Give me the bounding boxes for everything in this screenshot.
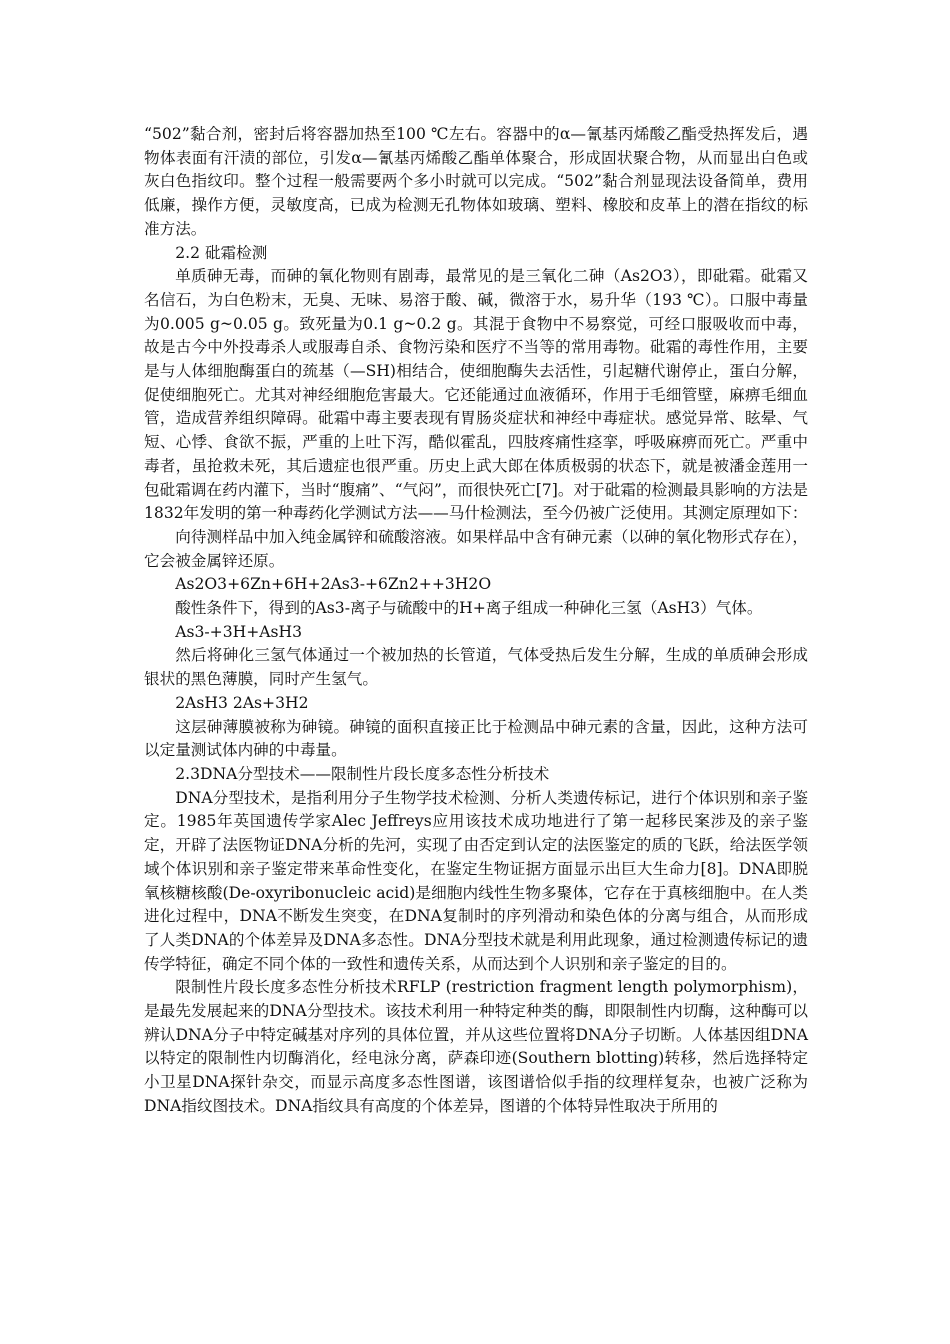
paragraph-502-glue-method: “502”黏合剂，密封后将容器加热至100 ℃左右。容器中的α—氰基丙烯酸乙酯受热挥发后，遇物体表面有汗渍的部位，引发α—氰基丙烯酸乙酯单体聚合，形成固状聚合物，从而显出白色或灰白色指纹印。整个过程一般需要两个多小时就可以完成。“502”黏合剂显现法设备简单，费用低廉，操作方便，灵敏度高，已成为检测无孔物体如玻璃、塑料、橡胶和皮革上的潜在指纹的标准方法。 bbox=[144, 125, 808, 238]
paragraph-arsenic-overview: 单质砷无毒，而砷的氧化物则有剧毒，最常见的是三氧化二砷（As2O3），即砒霜。砒霜又名信石，为白色粉末，无臭、无味、易溶于酸、碱，微溶于水，易升华（193 ℃）。口服中毒量为0.005 g~0.05 g。致死量为0.1 g~0.2 g。其混于食物中不易察觉，可经口服吸收而中毒，故是古今中外投毒杀人或服毒自杀、食物污染和医疗不当等的常用毒物。砒霜的毒性作用，主要是与人体细胞酶蛋白的巯基（—SH)相结合，使细胞酶失去活性，引起糖代谢停止，蛋白分解，促使细胞死亡。尤其对神经细胞危害最大。它还能通过血液循环，作用于毛细管壁，麻痹毛细血管，造成营养组织障碍。砒霜中毒主要表现有胃肠炎症状和神经中毒症状。感觉异常、眩晕、气短、心悸、食欲不振，严重的上吐下泻，酷似霍乱，四肢疼痛性痉挛，呼吸麻痹而死亡。严重中毒者，虽抢救未死，其后遗症也很严重。历史上武大郎在体质极弱的状态下，就是被潘金莲用一包砒霜调在药内灌下，当时“腹痛”、“气闷”，而很快死亡[7]。对于砒霜的检测最具影响的方法是1832年发明的第一种毒药化学测试方法——马什检测法，至今仍被广泛使用。其测定原理如下： bbox=[144, 267, 808, 523]
paragraph-rflp-technique: 限制性片段长度多态性分析技术RFLP (restriction fragment length polymorphism)， 是最先发展起来的DNA分型技术。该技术利用一种特定种类的酶，即限制性内切酶，这种酶可以辨认DNA分子中特定碱基对序列的具体位置，并从这些位置将DNA分子切断。人体基因组DNA以特定的限制性内切酶消化，经电泳分离，萨森印迹(Southern blotting)转移，然后选择特定小卫星DNA探针杂交，而显示高度多态性图谱，该图谱恰似手指的纹理样复杂，也被广泛称为DNA指纹图技术。DNA指纹具有高度的个体差异，图谱的个体特异性取决于所用的 bbox=[144, 978, 808, 1115]
formula-arsine: As3-+3H+AsH3 bbox=[175, 622, 303, 641]
paragraph-arsine-formation: 酸性条件下，得到的As3-离子与硫酸中的H+离子组成一种砷化三氢（AsH3）气体。 bbox=[175, 599, 763, 618]
section-heading-arsenic-detection: 2.2 砒霜检测 bbox=[175, 243, 268, 262]
document-body bbox=[144, 123, 808, 1119]
section-heading-dna-typing: 2.3DNA分型技术——限制性片段长度多态性分析技术 bbox=[175, 764, 550, 783]
formula-reduction: As2O3+6Zn+6H+2As3-+6Zn2++3H2O bbox=[175, 575, 492, 594]
formula-decomposition: 2AsH3 2As+3H2 bbox=[175, 693, 309, 712]
paragraph-dna-typing-overview: DNA分型技术，是指利用分子生物学技术检测、分析人类遗传标记，进行个体识别和亲子鉴定。1985年英国遗传学家Alec Jeffreys应用该技术成功地进行了第一起移民案涉及的亲子鉴定，开辟了法医物证DNA分析的先河，实现了由否定到认定的法医鉴定的质的飞跃，给法医学领域个体识别和亲子鉴定带来革命性变化，在鉴定生物证据方面显示出巨大生命力[8]。DNA即脱氧核糖核酸(De-oxyribonucleic acid)是细胞内线性生物多聚体，它存在于真核细胞中。在人类进化过程中，DNA不断发生突变，在DNA复制时的序列滑动和染色体的分离与组合，从而形成了人类DNA的个体差异及DNA多态性。DNA分型技术就是利用此现象，通过检测遗传标记的遗传学特征，确定不同个体的一致性和遗传关系，从而达到个人识别和亲子鉴定的目的。 bbox=[144, 788, 808, 973]
paragraph-arsenic-mirror: 这层砷薄膜被称为砷镜。砷镜的面积直接正比于检测品中砷元素的含量，因此，这种方法可以定量测试体内砷的中毒量。 bbox=[144, 717, 808, 760]
paragraph-arsine-decomposition: 然后将砷化三氢气体通过一个被加热的长管道，气体受热后发生分解，生成的单质砷会形成银状的黑色薄膜，同时产生氢气。 bbox=[144, 646, 808, 689]
paragraph-zinc-reduction: 向待测样品中加入纯金属锌和硫酸溶液。如果样品中含有砷元素（以砷的氧化物形式存在），它会被金属锌还原。 bbox=[144, 527, 808, 570]
